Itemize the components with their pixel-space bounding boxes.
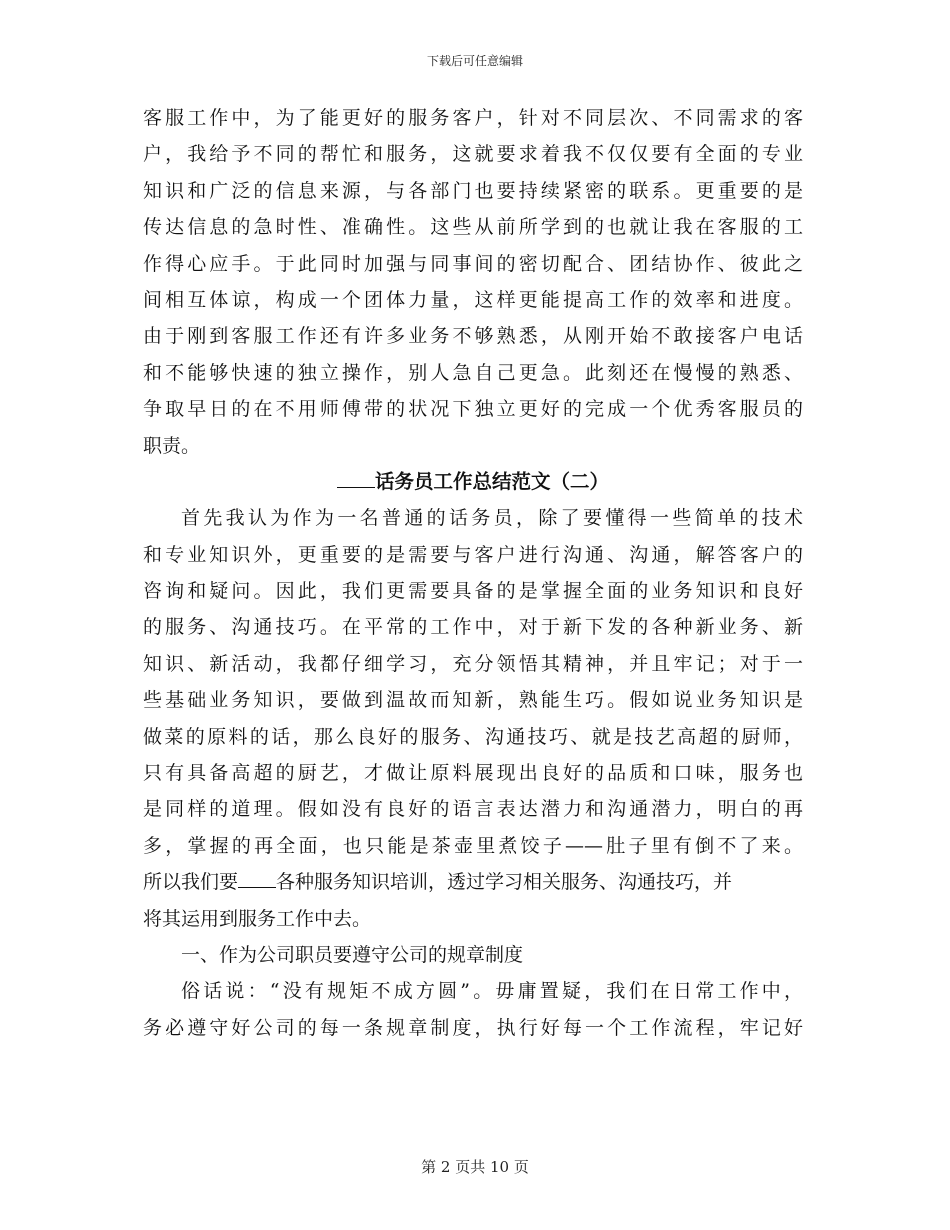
body-line: 争取早日的在不用师傅带的状况下独立更好的完成一个优秀客服员的 bbox=[143, 398, 803, 421]
body-line: 由于刚到客服工作还有许多业务不够熟悉，从刚开始不敢接客户电话 bbox=[143, 325, 803, 348]
body-line: 首先我认为作为一名普通的话务员，除了要懂得一些简单的技术 bbox=[181, 507, 803, 530]
body-line: 职责。 bbox=[143, 434, 201, 457]
body-line: 知识和广泛的信息来源，与各部门也要持续紧密的联系。更重要的是 bbox=[143, 179, 803, 202]
body-line: 务必遵守好公司的每一条规章制度，执行好每一个工作流程，牢记好 bbox=[143, 1016, 803, 1039]
section-heading: 一、作为公司职员要遵守公司的规章制度 bbox=[181, 943, 524, 966]
body-line-part: 所以我们要 bbox=[143, 871, 239, 894]
body-line: 传达信息的急时性、准确性。这些从前所学到的也就让我在客服的工 bbox=[143, 216, 803, 239]
body-line bbox=[143, 864, 803, 900]
body-line: 做菜的原料的话，那么良好的服务、沟通技巧、就是技艺高超的厨师， bbox=[143, 725, 803, 748]
body-line-part: 各种服务知识培训，透过学习相关服务、沟通技巧，并 bbox=[276, 871, 733, 894]
body-line: 知识、新活动，我都仔细学习，充分领悟其精神，并且牢记；对于一 bbox=[143, 652, 803, 675]
page-header-note: 下载后可任意编辑 bbox=[426, 54, 523, 68]
body-line: 作得心应手。于此同时加强与同事间的密切配合、团结协作、彼此之 bbox=[143, 252, 803, 275]
page-footer: 第 2 页共 10 页 bbox=[421, 1158, 529, 1176]
body-line: 户，我给予不同的帮忙和服务，这就要求着我不仅仅要有全面的专业 bbox=[143, 143, 803, 166]
body-line: 咨询和疑问。因此，我们更需要具备的是掌握全面的业务知识和良好 bbox=[143, 580, 803, 603]
body-line: 客服工作中，为了能更好的服务客户，针对不同层次、不同需求的客 bbox=[143, 107, 803, 129]
body-line: 俗话说：“没有规矩不成方圆”。毋庸置疑，我们在日常工作中， bbox=[181, 980, 803, 1003]
body-line: 和不能够快速的独立操作，别人急自己更急。此刻还在慢慢的熟悉、 bbox=[143, 361, 803, 384]
body-line: 的服务、沟通技巧。在平常的工作中，对于新下发的各种新业务、新 bbox=[143, 616, 803, 639]
body-line: 多，掌握的再全面，也只能是茶壶里煮饺子——肚子里有倒不了来。 bbox=[143, 834, 803, 857]
body-line: 只有具备高超的厨艺，才做让原料展现出良好的品质和口味，服务也 bbox=[143, 762, 803, 785]
blank-underline bbox=[238, 887, 276, 888]
body-line: 间相互体谅，构成一个团体力量，这样更能提高工作的效率和进度。 bbox=[143, 288, 803, 311]
blank-underline bbox=[337, 487, 375, 488]
body-line: 将其运用到服务工作中去。 bbox=[143, 907, 372, 930]
body-line: 些基础业务知识，要做到温故而知新，熟能生巧。假如说业务知识是 bbox=[143, 689, 803, 712]
document-body bbox=[143, 100, 803, 1046]
body-line: 是同样的道理。假如没有良好的语言表达潜力和沟通潜力，明白的再 bbox=[143, 798, 803, 821]
section-title bbox=[143, 464, 803, 500]
section-title-text: 话务员工作总结范文（二） bbox=[374, 469, 609, 493]
body-line: 和专业知识外，更重要的是需要与客户进行沟通、沟通，解答客户的 bbox=[143, 543, 803, 566]
